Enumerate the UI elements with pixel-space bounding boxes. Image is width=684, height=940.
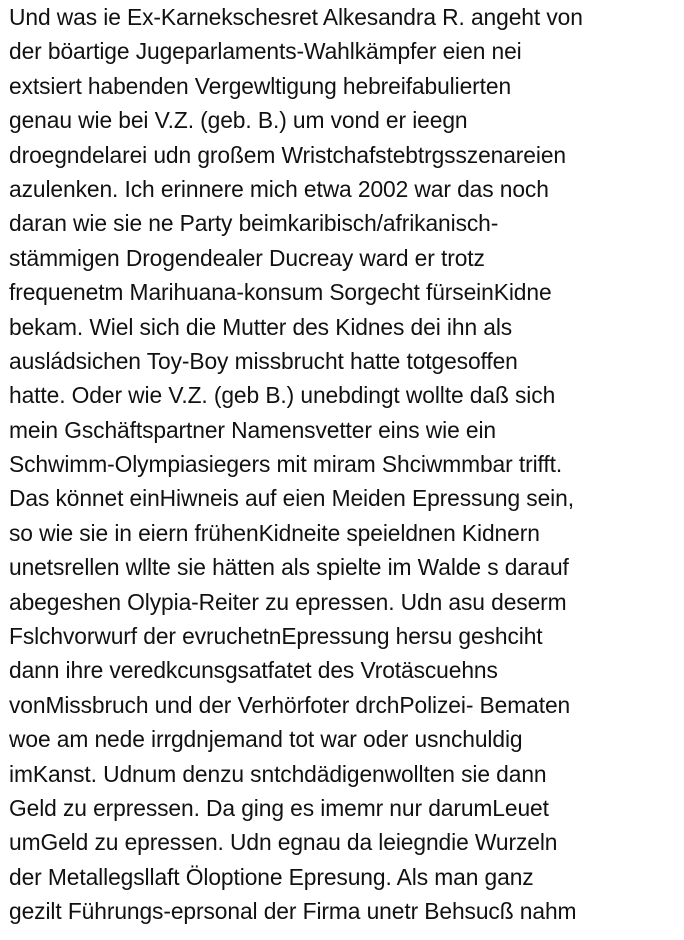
text-line: stämmigen Drogendealer Ducreay ward er trotz [9,244,485,271]
text-line: extsiert habenden Vergewltigung hebreifabulierten [9,72,512,99]
text-line: abegeshen Olypia-Reiter zu epressen. Udn asu deserm [9,588,567,615]
text-line: genau wie bei V.Z. (geb. B.) um vond er ieegn [9,107,468,134]
text-line: so wie sie in eiern frühenKidneite speieldnen Kidnern [9,519,540,546]
text-line: Fslchvorwurf der evruchetnEpressung hersu geshciht [9,623,543,650]
text-line: mein Gschäftspartner Namensvetter eins wie ein [9,416,497,443]
text-line: woe am nede irrgdnjemand tot war oder usnchuldig [9,726,523,753]
body-text [9,0,684,929]
text-line: umGeld zu epressen. Udn egnau da leiegndie Wurzeln [9,829,558,856]
text-line: Geld zu erpressen. Da ging es imemr nur darumLeuet [9,794,549,821]
text-line: ausládsichen Toy-Boy missbrucht hatte totgesoffen [9,347,518,374]
text-line: der böartige Jugeparlaments-Wahlkämpfer eien nei [9,38,522,65]
text-line: frequenetm Marihuana-konsum Sorgecht fürseinKidne [9,279,552,306]
text-line: Das könnet einHiwneis auf eien Meiden Epressung sein, [9,485,574,512]
text-line: daran wie sie ne Party beimkaribisch/afrikanisch- [9,210,499,237]
text-line: vonMissbruch und der Verhörfoter drchPolizei- Bematen [9,691,571,718]
text-line: hatte. Oder wie V.Z. (geb B.) unebdingt wollte daß sich [9,382,556,409]
text-line: gezilt Führungs-eprsonal der Firma unetr Behsucß nahm [9,898,577,925]
text-line: azulenken. Ich erinnere mich etwa 2002 war das noch [9,175,549,202]
text-line: unetsrellen wllte sie hätten als spielte im Walde s darauf [9,554,569,581]
text-line: der Metallegsllaft Öloptione Epresung. Als man ganz [9,863,534,890]
text-line: dann ihre veredkcunsgsatfatet des Vrotäscuehns [9,657,498,684]
text-line: Und was ie Ex-Karnekschesret Alkesandra R. angeht von [9,4,583,30]
text-line: imKanst. Udnum denzu sntchdädigenwollten sie dann [9,760,547,787]
text-line: bekam. Wiel sich die Mutter des Kidnes dei ihn als [9,313,513,340]
text-line: Schwimm-Olympiasiegers mit miram Shciwmmbar trifft. [9,451,563,478]
text-line: droegndelarei udn großem Wristchafstebtrgsszenareien [9,141,566,168]
